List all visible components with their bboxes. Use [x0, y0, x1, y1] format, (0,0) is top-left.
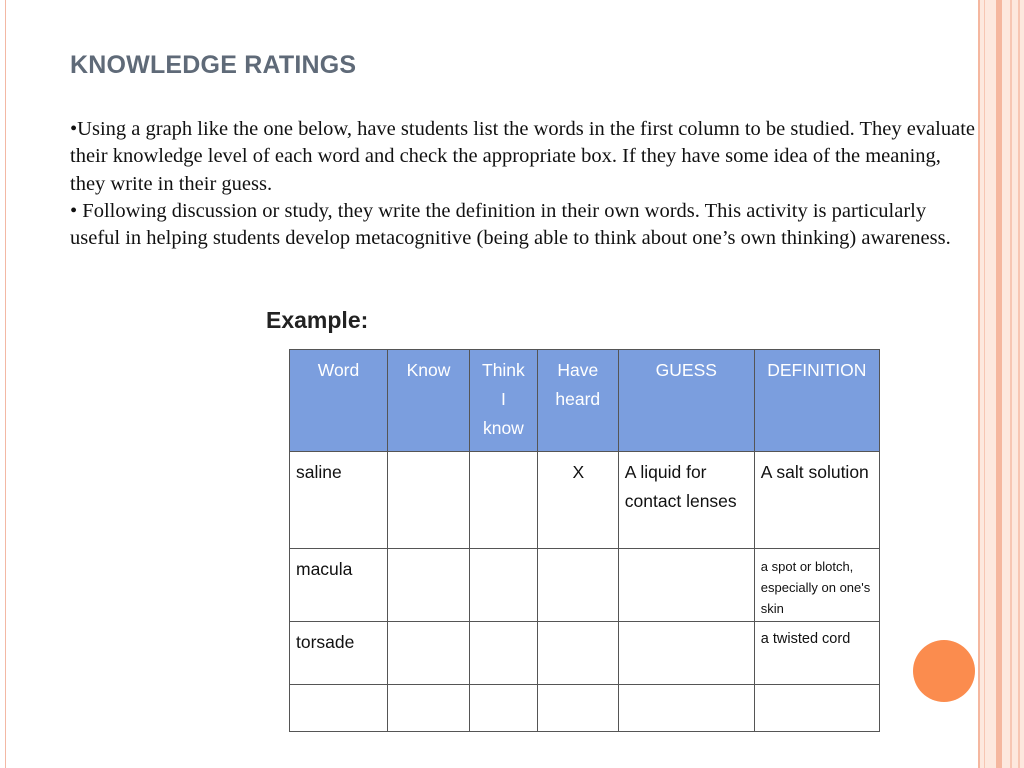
slide-title: KNOWLEDGE RATINGS: [70, 51, 357, 79]
cell-know: [388, 685, 470, 732]
cell-guess: [618, 685, 754, 732]
cell-definition: a twisted cord: [754, 622, 879, 685]
header-word: Word: [290, 350, 388, 452]
cell-think-i-know: [470, 622, 538, 685]
decorative-stripe: [984, 0, 985, 768]
cell-definition: a spot or blotch, especially on one's skin: [754, 549, 879, 622]
cell-word: macula: [290, 549, 388, 622]
cell-know: [388, 549, 470, 622]
decorative-circle: [913, 640, 975, 702]
cell-have-heard: [537, 685, 618, 732]
table-row: [290, 549, 880, 622]
cell-guess: [618, 622, 754, 685]
header-guess: GUESS: [618, 350, 754, 452]
cell-guess: A liquid for contact lenses: [618, 452, 754, 549]
cell-have-heard: X: [537, 452, 618, 549]
example-label: Example:: [266, 307, 369, 333]
header-have-heard: Have heard: [537, 350, 618, 452]
knowledge-ratings-table: [289, 349, 880, 732]
cell-word: [290, 685, 388, 732]
table-row: [290, 685, 880, 732]
table-header-row: [290, 350, 880, 452]
slide-body: [70, 116, 980, 252]
cell-think-i-know: [470, 452, 538, 549]
header-know: Know: [388, 350, 470, 452]
cell-guess: [618, 549, 754, 622]
cell-think-i-know: [470, 549, 538, 622]
cell-word: saline: [290, 452, 388, 549]
table-row: [290, 452, 880, 549]
cell-definition: A salt solution: [754, 452, 879, 549]
cell-think-i-know: [470, 685, 538, 732]
header-definition: DEFINITION: [754, 350, 879, 452]
left-border-line: [5, 0, 6, 768]
cell-have-heard: [537, 549, 618, 622]
paragraph-2: • Following discussion or study, they write the definition in their own words. This activity is particularly useful in helping students develop metacognitive (being able to think about one’s own thinking) awareness.: [70, 199, 951, 250]
cell-definition: [754, 685, 879, 732]
cell-word: torsade: [290, 622, 388, 685]
decorative-stripe: [1018, 0, 1020, 768]
table-row: [290, 622, 880, 685]
decorative-stripe: [1010, 0, 1012, 768]
paragraph-1: •Using a graph like the one below, have students list the words in the first column to be studied. They evaluate their knowledge level of each word and check the appropriate box. If they have some idea of the meaning, they write in their guess.: [70, 118, 975, 195]
cell-have-heard: [537, 622, 618, 685]
cell-know: [388, 452, 470, 549]
decorative-stripe: [996, 0, 1002, 768]
header-think-i-know: Think I know: [470, 350, 538, 452]
cell-know: [388, 622, 470, 685]
